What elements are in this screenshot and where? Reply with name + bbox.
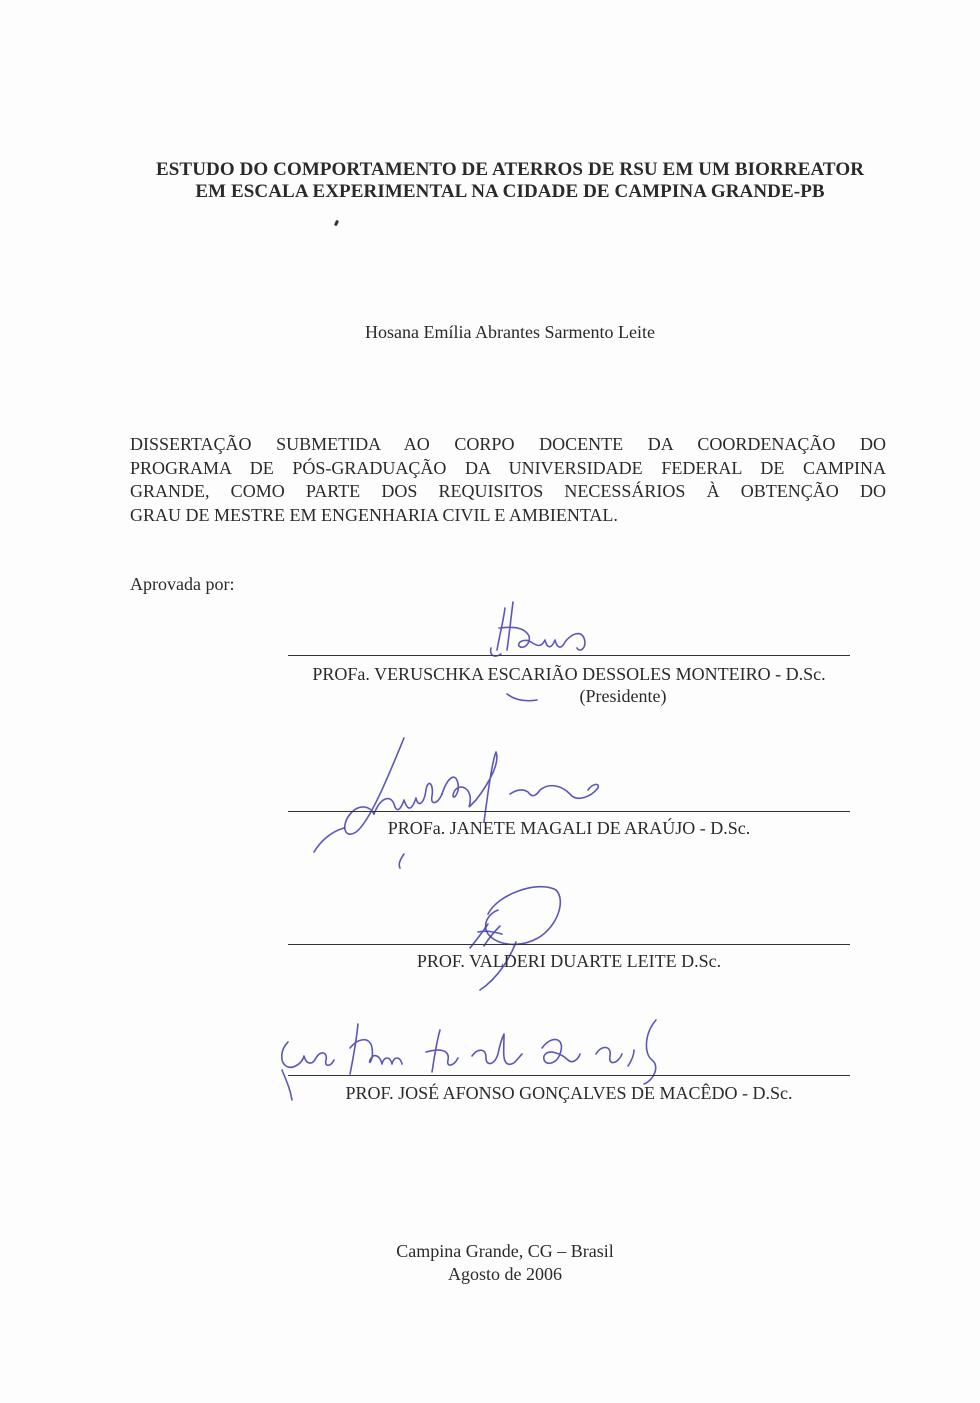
signature-line bbox=[288, 944, 850, 945]
dissertation-line: DISSERTAÇÃO SUBMETIDA AO CORPO DOCENTE DA COORDENAÇÃO DO bbox=[130, 434, 886, 454]
dissertation-statement bbox=[130, 433, 886, 527]
committee-member-name: PROF. VALDERI DUARTE LEITE D.Sc. bbox=[416, 951, 722, 971]
committee-member-name: PROF. JOSÉ AFONSO GONÇALVES DE MACÊDO - D.Sc. bbox=[345, 1083, 793, 1103]
handwritten-signature bbox=[300, 732, 610, 872]
signature-line bbox=[288, 811, 850, 812]
signature-line bbox=[288, 655, 850, 656]
title-line-2: EM ESCALA EXPERIMENTAL NA CIDADE DE CAMPINA GRANDE-PB bbox=[195, 181, 825, 202]
ink-speck bbox=[334, 220, 339, 227]
author-name: Hosana Emília Abrantes Sarmento Leite bbox=[365, 322, 655, 342]
title-line-1: ESTUDO DO COMPORTAMENTO DE ATERROS DE RSU EM UM BIORREATOR bbox=[155, 159, 865, 180]
committee-member-name: PROFa. VERUSCHKA ESCARIÃO DESSOLES MONTEIRO - D.Sc. bbox=[312, 664, 826, 684]
approved-by-label: Aprovada por: bbox=[130, 574, 235, 594]
date: Agosto de 2006 bbox=[448, 1264, 562, 1284]
dissertation-line: PROGRAMA DE PÓS-GRADUAÇÃO DA UNIVERSIDADE FEDERAL DE CAMPINA bbox=[130, 457, 886, 478]
handwritten-signature bbox=[458, 878, 578, 998]
committee-member-role: (Presidente) bbox=[579, 686, 667, 706]
dissertation-line: GRAU DE MESTRE EM ENGENHARIA CIVIL E AMBIENTAL. bbox=[130, 504, 618, 525]
signature-line bbox=[288, 1075, 850, 1076]
dissertation-line: GRANDE, COMO PARTE DOS REQUISITOS NECESSÁRIOS À OBTENÇÃO DO bbox=[130, 481, 886, 501]
place: Campina Grande, CG – Brasil bbox=[396, 1241, 614, 1261]
committee-member-name: PROFa. JANETE MAGALI DE ARAÚJO - D.Sc. bbox=[387, 818, 751, 838]
